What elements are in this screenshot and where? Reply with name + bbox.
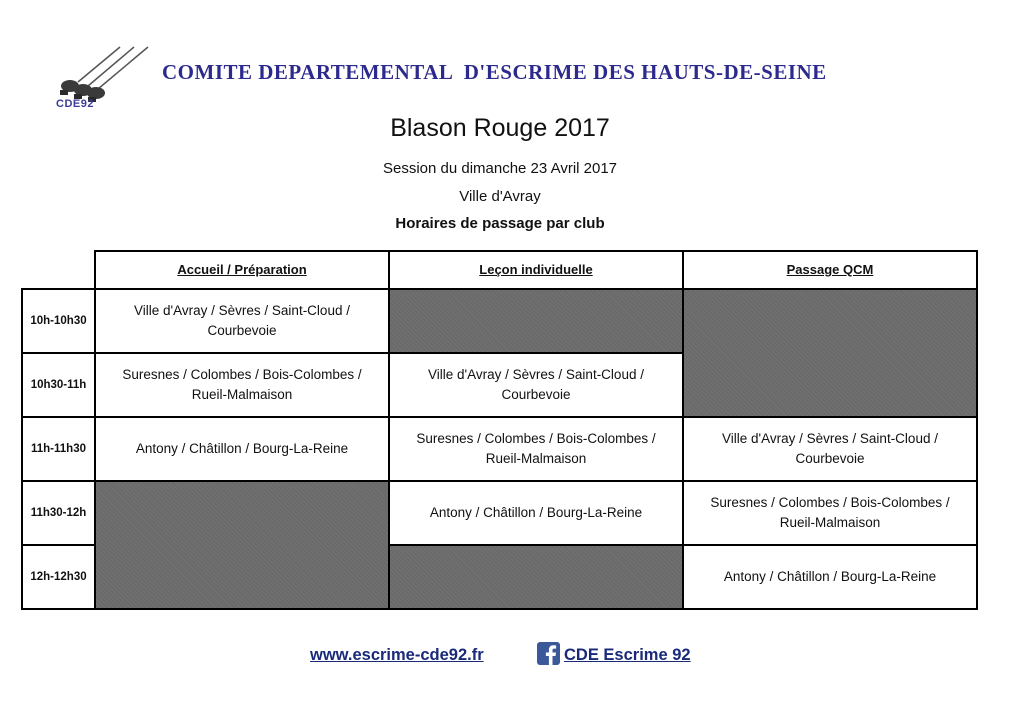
table-row bbox=[22, 417, 977, 481]
schedule-cell: Suresnes / Colombes / Bois-Colombes / Rueil-Malmaison bbox=[683, 481, 977, 545]
empty-cell bbox=[95, 481, 389, 609]
schedule-cell: Suresnes / Colombes / Bois-Colombes / Rueil-Malmaison bbox=[389, 417, 683, 481]
column-header-lecon: Leçon individuelle bbox=[389, 251, 683, 289]
time-slot: 11h-11h30 bbox=[22, 417, 95, 481]
empty-cell bbox=[389, 289, 683, 353]
schedule-cell: Ville d'Avray / Sèvres / Saint-Cloud / Courbevoie bbox=[683, 417, 977, 481]
schedule-cell: Ville d'Avray / Sèvres / Saint-Cloud / Courbevoie bbox=[389, 353, 683, 417]
logo-text: CDE92 bbox=[56, 98, 94, 110]
fencing-blades-icon bbox=[48, 42, 158, 122]
table-header-row bbox=[22, 251, 977, 289]
organization-title: COMITE DEPARTEMENTAL D'ESCRIME DES HAUTS-DE-SEINE bbox=[162, 60, 827, 84]
table-row bbox=[22, 289, 977, 353]
schedule-heading: Horaires de passage par club bbox=[395, 215, 605, 232]
time-slot: 11h30-12h bbox=[22, 481, 95, 545]
empty-cell bbox=[683, 289, 977, 417]
website-link[interactable]: www.escrime-cde92.fr bbox=[310, 646, 484, 664]
schedule-cell: Antony / Châtillon / Bourg-La-Reine bbox=[683, 545, 977, 609]
schedule-cell: Ville d'Avray / Sèvres / Saint-Cloud / Courbevoie bbox=[95, 289, 389, 353]
column-header-accueil: Accueil / Préparation bbox=[95, 251, 389, 289]
schedule-cell: Antony / Châtillon / Bourg-La-Reine bbox=[95, 417, 389, 481]
session-location: Ville d'Avray bbox=[459, 188, 541, 205]
column-header-qcm: Passage QCM bbox=[683, 251, 977, 289]
facebook-page-link[interactable]: CDE Escrime 92 bbox=[564, 646, 691, 664]
empty-cell bbox=[389, 545, 683, 609]
table-corner bbox=[22, 251, 95, 289]
cde92-logo bbox=[48, 42, 158, 122]
time-slot: 12h-12h30 bbox=[22, 545, 95, 609]
schedule-cell: Antony / Châtillon / Bourg-La-Reine bbox=[389, 481, 683, 545]
time-slot: 10h30-11h bbox=[22, 353, 95, 417]
session-date: Session du dimanche 23 Avril 2017 bbox=[382, 160, 618, 177]
table-row bbox=[22, 481, 977, 545]
facebook-icon[interactable] bbox=[537, 642, 560, 665]
time-slot: 10h-10h30 bbox=[22, 289, 95, 353]
schedule-table bbox=[21, 250, 978, 610]
schedule-cell: Suresnes / Colombes / Bois-Colombes / Rueil-Malmaison bbox=[95, 353, 389, 417]
event-title: Blason Rouge 2017 bbox=[390, 114, 610, 142]
